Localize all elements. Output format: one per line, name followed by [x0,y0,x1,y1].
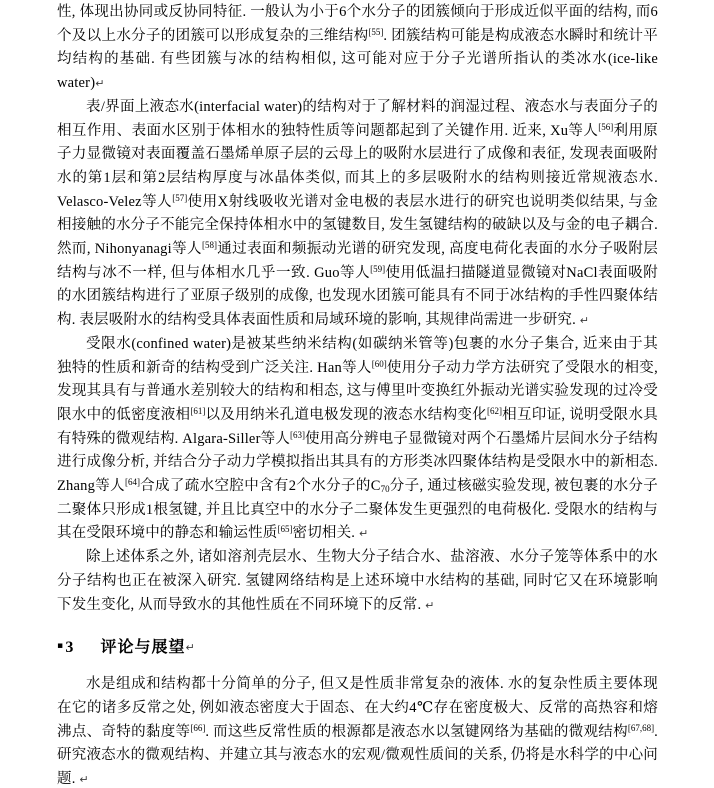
section-title: 评论与展望 [100,639,186,657]
paragraph-mark: ↵ [358,527,369,541]
citation-reference: [56] [598,121,614,132]
citation-reference: [58] [201,240,217,251]
paragraph-mark: ↵ [79,773,89,787]
citation-reference: [66] [190,722,206,733]
heading-format-square-icon: ▪ [57,641,64,652]
paragraph-mark: ↵ [579,314,589,328]
para-other-water-systems: 除上述体系之外, 诸如溶剂壳层水、生物大分子结合水、盐溶液、水分子笼等体系中的水分子结构也正在被深入研究. 氢键网络结构是上述环境中水结构的基础, 同时它又在环境影响下发生变化, 从而导致水的其他性质在不同环境下的反常. ↵ [57,549,658,613]
section-heading-3 [57,633,658,662]
citation-reference: [65] [277,524,293,535]
document-body [57,1,658,788]
para-confined-water: 受限水(confined water)是被某些纳米结构(如碳纳米管等)包裹的水分子集合, 近来由于其独特的性质和新奇的结构受到广泛关注. Han等人[60]使用分子动力学方法研究了受限水的相变, 发现其具有与普通水差别较大的结构和相态, 这与傅里叶变换红外振动光谱实验发现的过冷受限水中的低密度液相[61]以及用纳米孔道电极发现的液态水结构变化[62]相互印证, 说明受限水具有特殊的微观结构. Algara-Siller等人[63]使用高分辨电子显微镜对两个石墨烯片层间水分子结构进行成像分析, 并结合分子动力学模拟指出其具有的方形类冰四聚体结构是受限水中的新相态. Zhang等人[64]合成了疏水空腔中含有2个水分子的$C_{70}$分子, 通过核磁实验发现, 被包裹的水分子二聚体只形成1根氢键, 并且比真空中的水分子二聚体发生更强烈的电荷极化. 受限水的结构与其在受限环境中的静态和输运性质[65]密切相关. ↵ [57,335,658,542]
citation-reference: [61] [190,405,206,416]
chemical-subscript: 70 [380,484,390,495]
para-summary-outlook: 水是组成和结构都十分简单的分子, 但又是性质非常复杂的液体. 水的复杂性质主要体现在它的诸多反常之处, 例如液态密度大于固态、在大约4℃存在密度极大、反常的高热容和熔沸点、奇特的黏度等[66]. 而这些反常性质的根源都是液态水以氢键网络为基础的微观结构[67,68]. 研究液态水的微观结构、并建立其与液态水的宏观/微观性质间的关系, 仍将是水科学的中心问题. ↵ [57,676,658,788]
para-water-clusters-continuation: 性, 体现出协同或反协同特征. 一般认为小于6个水分子的团簇倾向于形成近似平面的结构, 而6个及以上水分子的团簇可以形成复杂的三维结构[55]. 团簇结构可能是构成液态水瞬时和统计平均结构的基础. 有些团簇与冰的结构相似, 这可能对应于分子光谱所指认的类冰水(ice-like water)↵ [57,4,658,92]
citation-reference: [57] [172,192,188,203]
para-interfacial-water: 表/界面上液态水(interfacial water)的结构对于了解材料的润湿过程、液态水与表面分子的相互作用、表面水区别于体相水的独特性质等问题都起到了关键作用. 近来, Xu等人[56]利用原子力显微镜对表面覆盖石墨烯单原子层的云母上的吸附水层进行了成像和表征, 发现表面吸附水的第1层和第2层结构厚度与冰晶体类似, 而其上的多层吸附水的结构则接近常规液态水. Velasco-Velez等人[57]使用X射线吸收光谱对金电极的表层水进行的研究也说明类似结果, 与金相接触的水分子不能完全保持体相水中的氢键数目, 发生氢键结构的破缺以及与金的电子耦合. 然而, Nihonyanagi等人[58]通过表面和频振动光谱的研究发现, 高度电荷化表面的水分子吸附层结构与冰不一样, 但与体相水几乎一致. Guo等人[59]使用低温扫描隧道显微镜对NaCl表面吸附的水团簇结构进行了亚原子级别的成像, 也发现水团簇可能具有不同于冰结构的手性四聚体结构. 表层吸附水的结构受具体表面性质和局域环境的影响, 其规律尚需进一步研究. ↵ [57,98,659,329]
citation-reference: [62] [487,405,503,416]
citation-reference: [67,68] [627,722,655,733]
paragraph-mark: ↵ [425,598,435,612]
section-number: 3 [65,639,74,657]
paragraph-mark: ↵ [185,641,195,655]
citation-reference: [60] [371,358,387,369]
citation-reference: [55] [368,26,384,37]
citation-reference: [59] [370,263,386,274]
citation-reference: [63] [290,429,306,440]
citation-reference: [64] [124,477,140,488]
paragraph-mark: ↵ [95,77,105,91]
